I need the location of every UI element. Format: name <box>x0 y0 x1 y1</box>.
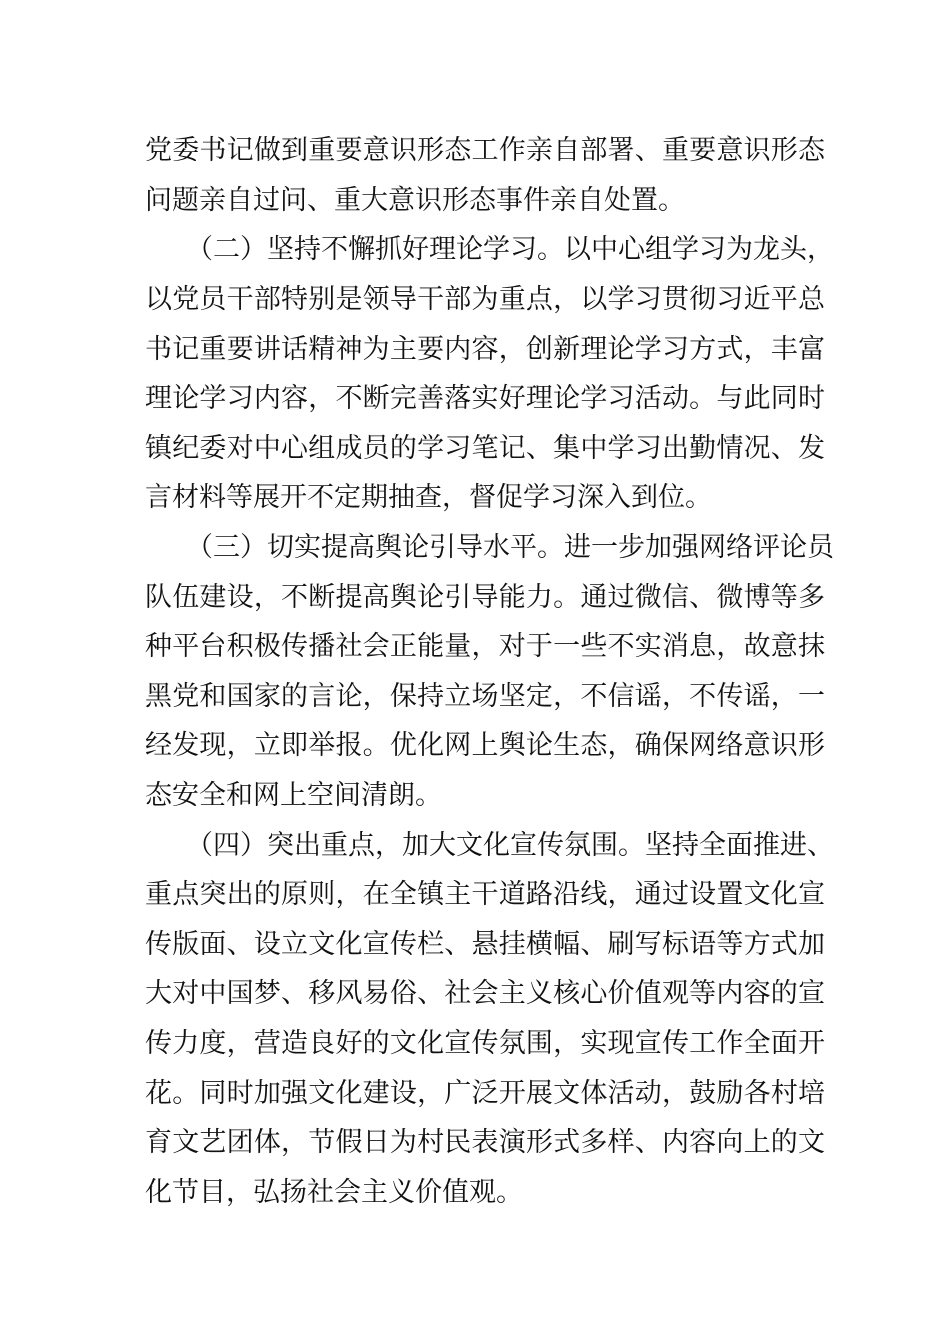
paragraph-2-heading-line: （二）坚持不懈抓好理论学习。以中心组学习为龙头， <box>186 234 834 265</box>
text-line: 言材料等展开不定期抽查，督促学习深入到位。 <box>145 482 712 513</box>
text-line: 化节目，弘扬社会主义价值观。 <box>145 1177 523 1208</box>
text-line: 理论学习内容，不断完善落实好理论学习活动。与此同时 <box>145 383 825 414</box>
text-line: 态安全和网上空间清朗。 <box>145 780 442 811</box>
text-line: 重点突出的原则，在全镇主干道路沿线，通过设置文化宣 <box>145 879 825 910</box>
text-line: 传力度，营造良好的文化宣传氛围，实现宣传工作全面开 <box>145 1028 825 1059</box>
text-line: 党委书记做到重要意识形态工作亲自部署、重要意识形态 <box>145 135 825 166</box>
text-line: 传版面、设立文化宣传栏、悬挂横幅、刷写标语等方式加 <box>145 929 825 960</box>
text-line: 问题亲自过问、重大意识形态事件亲自处置。 <box>145 185 685 216</box>
text-line: 以党员干部特别是领导干部为重点，以学习贯彻习近平总 <box>145 284 825 315</box>
paragraph-3-heading-line: （三）切实提高舆论引导水平。进一步加强网络评论员 <box>186 532 834 563</box>
text-line: 镇纪委对中心组成员的学习笔记、集中学习出勤情况、发 <box>145 433 825 464</box>
text-line: 黑党和国家的言论，保持立场坚定，不信谣，不传谣，一 <box>145 681 825 712</box>
paragraph-4-heading-line: （四）突出重点，加大文化宣传氛围。坚持全面推进、 <box>186 830 834 861</box>
text-line: 书记重要讲话精神为主要内容，创新理论学习方式，丰富 <box>145 334 825 365</box>
text-line: 经发现，立即举报。优化网上舆论生态，确保网络意识形 <box>145 730 825 761</box>
text-line: 大对中国梦、移风易俗、社会主义核心价值观等内容的宣 <box>145 978 825 1009</box>
text-line: 队伍建设，不断提高舆论引导能力。通过微信、微博等多 <box>145 582 825 613</box>
text-line: 花。同时加强文化建设，广泛开展文体活动，鼓励各村培 <box>145 1078 825 1109</box>
text-line: 种平台积极传播社会正能量，对于一些不实消息，故意抹 <box>145 631 825 662</box>
text-line: 育文艺团体，节假日为村民表演形式多样、内容向上的文 <box>145 1127 825 1158</box>
